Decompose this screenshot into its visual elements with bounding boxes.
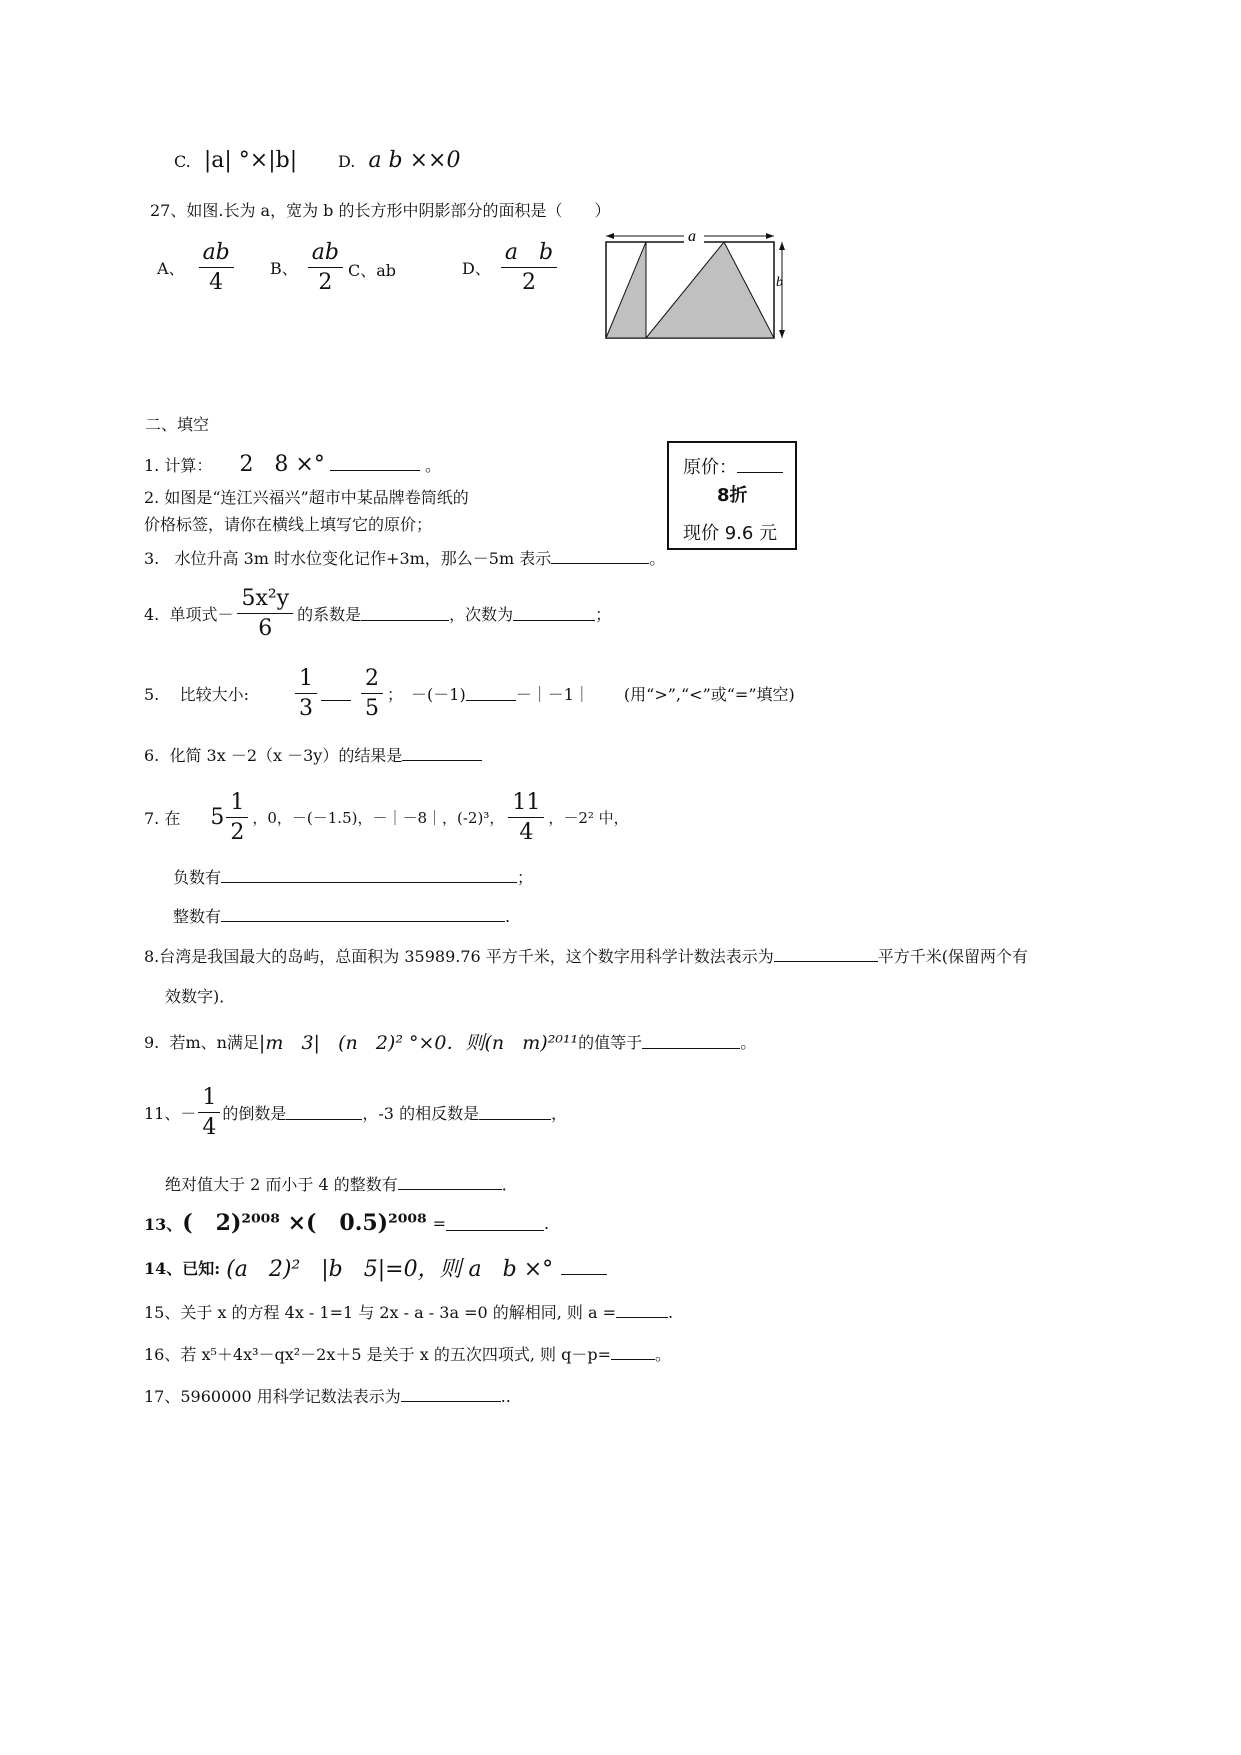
q3-text: 3. 水位升高 3m 时水位变化记作+3m，那么－5m 表示: [144, 549, 552, 568]
q27-option-a-label: A、: [157, 259, 185, 278]
arrowhead: [779, 330, 785, 338]
q9: [144, 1028, 756, 1055]
label-a: a: [688, 228, 696, 245]
q17-blank[interactable]: [401, 1387, 501, 1402]
q17-end: ..: [500, 1387, 511, 1406]
q7-end: ，－2² 中，: [548, 809, 629, 827]
q16-blank[interactable]: [611, 1345, 655, 1360]
fraction-denominator: 4: [519, 820, 534, 845]
q14-blank[interactable]: [561, 1260, 607, 1275]
q9-end2: 。: [740, 1033, 757, 1052]
q1-expr: 2 8 ×°: [239, 452, 325, 477]
fraction-numerator: 1: [198, 1085, 220, 1113]
q14: [144, 1252, 607, 1283]
option-c-label: C.: [174, 152, 191, 171]
fraction-numerator: 1: [295, 666, 317, 694]
q6-blank[interactable]: [402, 746, 482, 761]
q11-t2: ，-3 的相反数是: [362, 1104, 480, 1123]
price-discount: 8折: [717, 485, 748, 506]
arrowhead: [779, 242, 785, 250]
fraction-numerator: ab: [199, 240, 234, 268]
q11-blank-reciprocal[interactable]: [286, 1105, 362, 1120]
q27-option-b: [270, 240, 347, 295]
q8-line2: 效数字)．: [165, 987, 236, 1006]
q14-expr: (a 2)² |b 5|=0，则 a b ×°: [226, 1257, 554, 1282]
q15-blank[interactable]: [616, 1303, 668, 1318]
fraction-denominator: 2: [230, 820, 245, 845]
label-b: b: [776, 275, 783, 290]
q7-integers: [173, 904, 510, 927]
q4-pre: 4. 单项式－: [144, 605, 234, 624]
fraction-numerator: 5x²y: [237, 586, 293, 614]
q15: [144, 1300, 673, 1323]
arrowhead: [766, 233, 774, 239]
q7-fraction-1: [226, 790, 248, 845]
q11-fraction: [198, 1085, 220, 1140]
q11-line2: [165, 1172, 518, 1195]
fraction-denominator: 3: [299, 696, 314, 721]
price-original-label: 原价：: [683, 457, 737, 478]
q5-hint: (用“>”,“<”或“=”填空): [623, 685, 795, 704]
q3-blank[interactable]: [551, 549, 649, 564]
q27-option-c: C、ab: [348, 261, 397, 280]
q15-text: 15、关于 x 的方程 4x - 1=1 与 2x - a - 3a =0 的解相同, 则 a =: [144, 1303, 617, 1322]
q1: [144, 452, 441, 477]
q3-end: 。: [649, 549, 666, 568]
q5-blank-2[interactable]: [466, 686, 516, 701]
q7: [144, 790, 629, 845]
option-d-label: D.: [338, 152, 356, 171]
fraction-denominator: 4: [202, 1115, 217, 1140]
q5-part3: －｜－1｜: [515, 685, 590, 704]
shaded-triangle-right: [646, 242, 774, 338]
q5-part2: －(－1): [411, 685, 466, 704]
q1-end: 。: [425, 456, 442, 475]
q13-eq: =: [432, 1213, 447, 1233]
q15-end: .: [668, 1303, 674, 1322]
q5-pre: 5. 比较大小:: [144, 685, 250, 704]
arrowhead: [606, 233, 614, 239]
q5-semicolon: ；: [387, 685, 404, 704]
q11: [144, 1085, 567, 1140]
q11-line2-blank[interactable]: [398, 1175, 502, 1190]
q6-text: 6. 化简 3x －2（x －3y）的结果是: [144, 746, 403, 765]
q27-option-b-fraction: [308, 240, 343, 295]
q7-integers-end: .: [505, 907, 511, 926]
q9-end: 的值等于: [578, 1033, 643, 1052]
q13-end: .: [544, 1213, 550, 1233]
q9-blank[interactable]: [642, 1034, 740, 1049]
q27-text: 27、如图.长为 a，宽为 b 的长方形中阴影部分的面积是（ ）: [150, 201, 611, 220]
q8-line1: [144, 944, 1028, 967]
price-now: 现价 9.6 元: [683, 523, 778, 544]
q4-fraction: [237, 586, 293, 641]
q7-fraction-2: [508, 790, 544, 845]
fraction-numerator: ab: [308, 240, 343, 268]
q4-end: ；: [595, 605, 612, 624]
q11-line2-end: ．: [501, 1175, 518, 1194]
q4-blank-degree[interactable]: [513, 606, 595, 621]
q7-mid: ，0，－(－1.5)，－｜－8｜，(-2)³，: [252, 809, 505, 827]
q5-fraction-1: [295, 666, 317, 721]
price-original: [683, 453, 783, 479]
fraction-denominator: 5: [365, 696, 380, 721]
q11-blank-opposite[interactable]: [479, 1105, 551, 1120]
q3: [144, 546, 665, 569]
q5-fraction-2: [361, 666, 383, 721]
option-c: [174, 148, 297, 173]
option-d-expr: a b ××0: [368, 148, 461, 173]
q6: [144, 743, 482, 766]
q11-t1: 的倒数是: [222, 1104, 287, 1123]
q27-option-a: [157, 240, 238, 295]
q2-line1: 2. 如图是“连江兴福兴”超市中某品牌卷筒纸的: [144, 488, 469, 507]
q8-blank[interactable]: [774, 947, 878, 962]
price-tag: [667, 441, 797, 550]
fraction-denominator: 4: [209, 270, 224, 295]
q4: [144, 586, 611, 641]
rectangle-figure: [600, 222, 800, 347]
q27-option-d-label: D、: [462, 259, 491, 278]
section-title: 二、填空: [145, 415, 210, 434]
q16-text: 16、若 x⁵＋4x³－qx²－2x＋5 是关于 x 的五次四项式, 则 q－p=: [144, 1345, 611, 1364]
q7-integers-blank[interactable]: [221, 907, 505, 922]
q1-blank[interactable]: [330, 456, 420, 471]
fraction-numerator: 11: [508, 790, 544, 818]
q8-text: 8.台湾是我国最大的岛屿，总面积为 35989.76 平方千米，这个数字用科学计数法表示为: [144, 947, 774, 966]
fraction-numerator: a b: [501, 240, 557, 268]
q17-text: 17、5960000 用科学记数法表示为: [144, 1387, 401, 1406]
q11-t3: ，: [551, 1104, 568, 1123]
q7-negatives: [173, 865, 533, 888]
fraction-denominator: 2: [318, 270, 333, 295]
q5-blank-1[interactable]: [321, 686, 351, 701]
q13-expr: ( 2)²⁰⁰⁸ ×( 0.5)²⁰⁰⁸: [182, 1210, 427, 1236]
fraction-numerator: 1: [226, 790, 248, 818]
price-original-blank[interactable]: [737, 458, 783, 473]
q17: [144, 1384, 511, 1407]
q27-option-d-fraction: [501, 240, 557, 295]
q9-pre: 9. 若m、n满足: [144, 1033, 259, 1052]
shaded-triangle-left: [606, 242, 646, 338]
option-c-expr: |a| °×|b|: [203, 148, 298, 173]
q7-whole: 5: [210, 805, 225, 830]
q13-pre: 13、: [144, 1214, 183, 1234]
q7-negatives-blank[interactable]: [221, 868, 517, 883]
q9-expr: |m 3| (n 2)² °×0．则(n m)²⁰¹¹: [258, 1032, 579, 1054]
q16: [144, 1342, 671, 1365]
q4-blank-coefficient[interactable]: [361, 606, 449, 621]
q14-pre: 14、已知:: [144, 1259, 221, 1278]
fraction-denominator: 2: [521, 270, 536, 295]
q8-tail: 平方千米(保留两个有: [877, 947, 1029, 966]
q27-option-a-fraction: [199, 240, 234, 295]
q27-option-d: [462, 240, 561, 295]
q1-label: 1. 计算：: [144, 456, 213, 475]
q7-negatives-end: ；: [517, 868, 534, 887]
q13-blank[interactable]: [446, 1216, 544, 1231]
q7-pre: 7. 在: [144, 809, 181, 828]
option-d: [338, 148, 461, 173]
fraction-numerator: 2: [361, 666, 383, 694]
q13: [144, 1210, 549, 1236]
q7-integers-label: 整数有: [173, 907, 222, 926]
q11-pre: 11、－: [144, 1104, 197, 1123]
q2-line2: 价格标签，请你在横线上填写它的原价；: [144, 515, 433, 534]
q27-option-b-label: B、: [270, 259, 298, 278]
q5: [144, 666, 795, 721]
q11-line2-text: 绝对值大于 2 而小于 4 的整数有: [165, 1175, 398, 1194]
fraction-denominator: 6: [258, 616, 273, 641]
q16-end: 。: [655, 1345, 672, 1364]
q7-negatives-label: 负数有: [173, 868, 222, 887]
q4-mid2: ，次数为: [449, 605, 514, 624]
q4-mid: 的系数是: [297, 605, 362, 624]
